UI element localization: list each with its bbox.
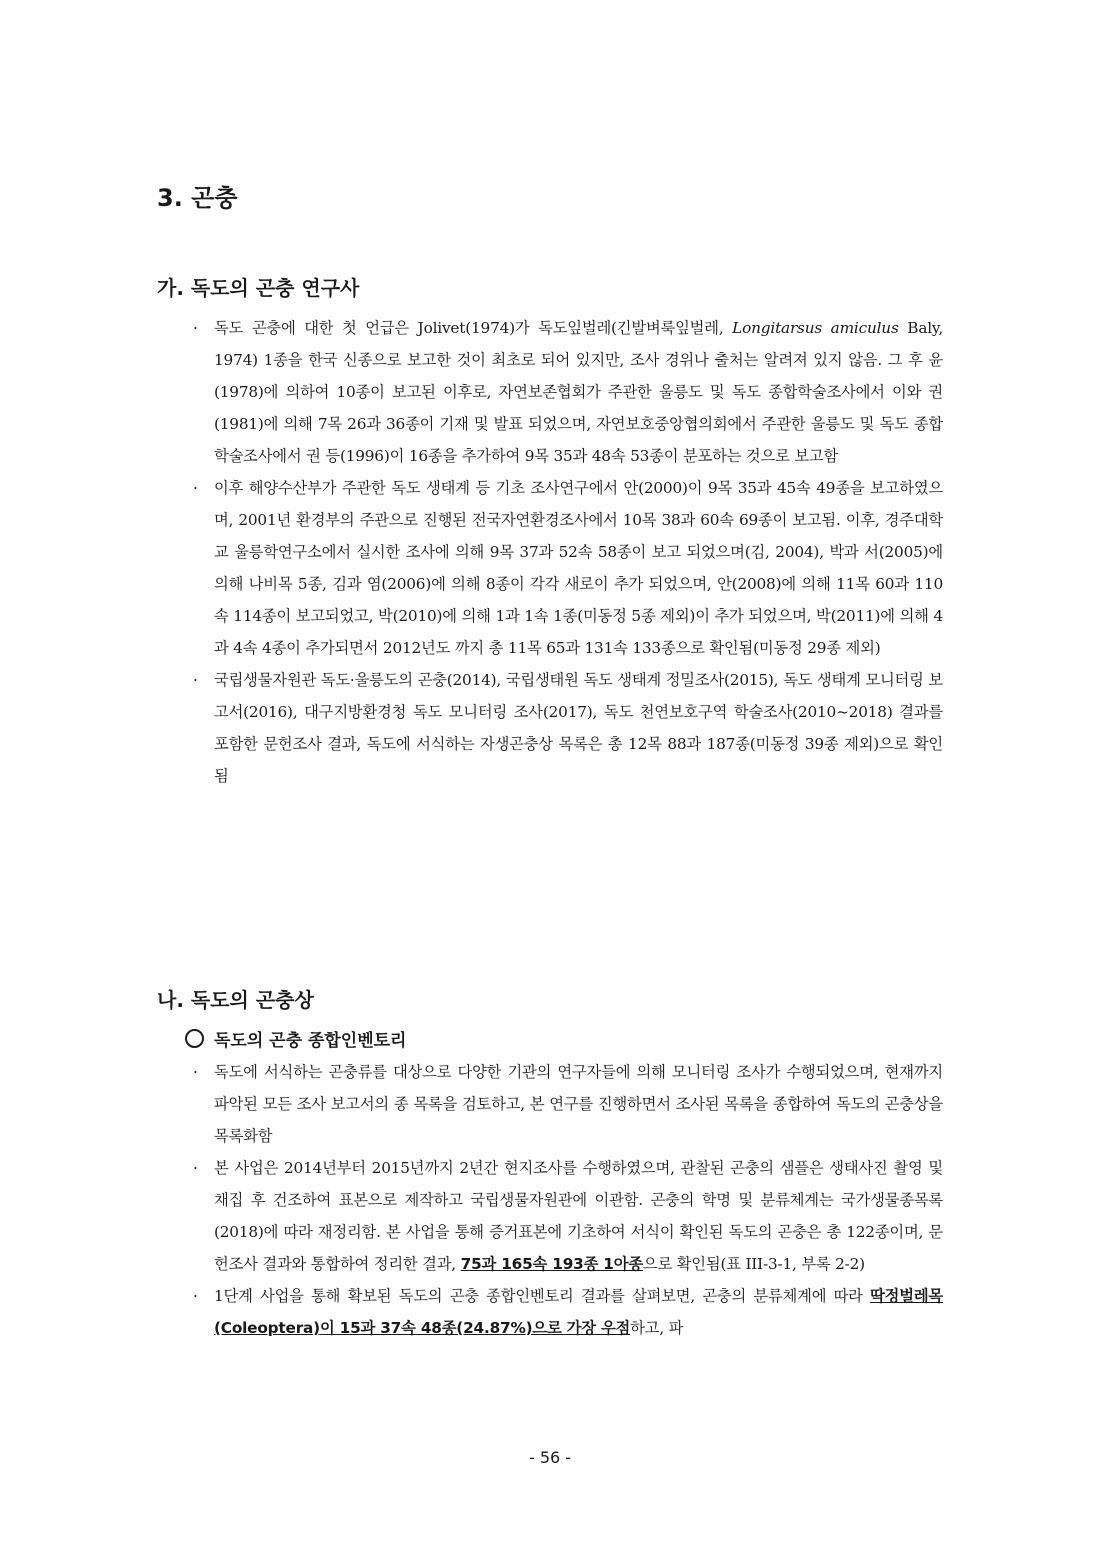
species-name: Longitarsus amiculus xyxy=(732,319,899,337)
highlight-coleoptera: 딱정벌레목(Coleoptera)이 15과 37속 48종(24.87%)으로 가장 우점 xyxy=(214,1287,943,1337)
circle-icon xyxy=(185,1029,204,1048)
list-item: · 국립생물자원관 독도·울릉도의 곤충(2014), 국립생태원 독도 생태계 정밀조사(2015), 독도 생태계 모니터링 보고서(2016), 대구지방환경청 독도 모니터링 조사(2017), 독도 천연보호구역 학술조사(2010~2018) 결과를 포함한 문헌조사 결과, 독도에 서식하는 자생곤충상 목록은 총 12목 88과 187종(미동정 39종 제외)으로 확인됨 xyxy=(193,664,943,792)
research-history-list xyxy=(193,312,943,792)
subsection-a-title: 가. 독도의 곤충 연구사 xyxy=(157,276,360,300)
bullet-icon: · xyxy=(193,1063,198,1081)
bullet-icon: · xyxy=(193,1287,198,1305)
bullet-icon: · xyxy=(193,479,198,497)
list-item: · 독도 곤충에 대한 첫 언급은 Jolivet(1974)가 독도잎벌레(긴발벼룩잎벌레, Longitarsus amiculus Baly, 1974) 1종을 한국 신종으로 보고한 것이 최초로 되어 있지만, 조사 경위나 출처는 알려져 있지 않음. 그 후 윤(1978)에 의하여 10종이 보고된 이후로, 자연보존협회가 주관한 울릉도 및 독도 종합학술조사에서 이와 권(1981)에 의해 7목 26과 36종이 기재 및 발표 되었으며, 자연보호중앙협의회에서 주관한 울릉도 및 독도 종합학술조사에서 권 등(1996)이 16종을 추가하여 9목 35과 48속 53종이 분포하는 것으로 보고함 xyxy=(193,312,943,472)
list-item: · 이후 해양수산부가 주관한 독도 생태계 등 기초 조사연구에서 안(2000)이 9목 35과 45속 49종을 보고하였으며, 2001년 환경부의 주관으로 진행된 전국자연환경조사에서 10목 38과 60속 69종이 보고됨. 이후, 경주대학교 울릉학연구소에서 실시한 조사에 의해 9목 37과 52속 58종이 보고 되었으며(김, 2004), 박과 서(2005)에 의해 나비목 5종, 김과 염(2006)에 의해 8종이 각각 새로이 추가 되었으며, 안(2008)에 의해 11목 60과 110속 114종이 보고되었고, 박(2010)에 의해 1과 1속 1종(미동정 5종 제외)이 추가 되었으며, 박(2011)에 의해 4과 4속 4종이 추가되면서 2012년도 까지 총 11목 65과 131속 133종으로 확인됨(미동정 29종 제외) xyxy=(193,472,943,664)
subsection-b-title: 나. 독도의 곤충상 xyxy=(157,988,314,1012)
inventory-heading: 독도의 곤충 종합인벤토리 xyxy=(185,1026,406,1051)
bullet-icon: · xyxy=(193,671,198,689)
page-number: - 56 - xyxy=(528,1448,572,1467)
insect-fauna-list xyxy=(193,1056,943,1344)
bullet-icon: · xyxy=(193,319,198,337)
section-title: 3. 곤충 xyxy=(157,184,238,212)
list-item: · 1단계 사업을 통해 확보된 독도의 곤충 종합인벤토리 결과를 살펴보면, 곤충의 분류체계에 따라 딱정벌레목(Coleoptera)이 15과 37속 48종(24.87%)으로 가장 우점하고, 파 xyxy=(193,1280,943,1344)
list-item: · 본 사업은 2014년부터 2015년까지 2년간 현지조사를 수행하였으며, 관찰된 곤충의 샘플은 생태사진 촬영 및 채집 후 건조하여 표본으로 제작하고 국립생물자원관에 이관함. 곤충의 학명 및 분류체계는 국가생물종목록(2018)에 따라 재정리함. 본 사업을 통해 증거표본에 기초하여 서식이 확인된 독도의 곤충은 총 122종이며, 문헌조사 결과와 통합하여 정리한 결과, 75과 165속 193종 1아종으로 확인됨(표 III-3-1, 부록 2-2) xyxy=(193,1152,943,1280)
list-item: · 독도에 서식하는 곤충류를 대상으로 다양한 기관의 연구자들에 의해 모니터링 조사가 수행되었으며, 현재까지 파악된 모든 조사 보고서의 종 목록을 검토하고, 본 연구를 진행하면서 조사된 목록을 종합하여 독도의 곤충상을 목록화함 xyxy=(193,1056,943,1152)
bullet-icon: · xyxy=(193,1159,198,1177)
highlight-total: 75과 165속 193종 1아종 xyxy=(460,1255,643,1273)
